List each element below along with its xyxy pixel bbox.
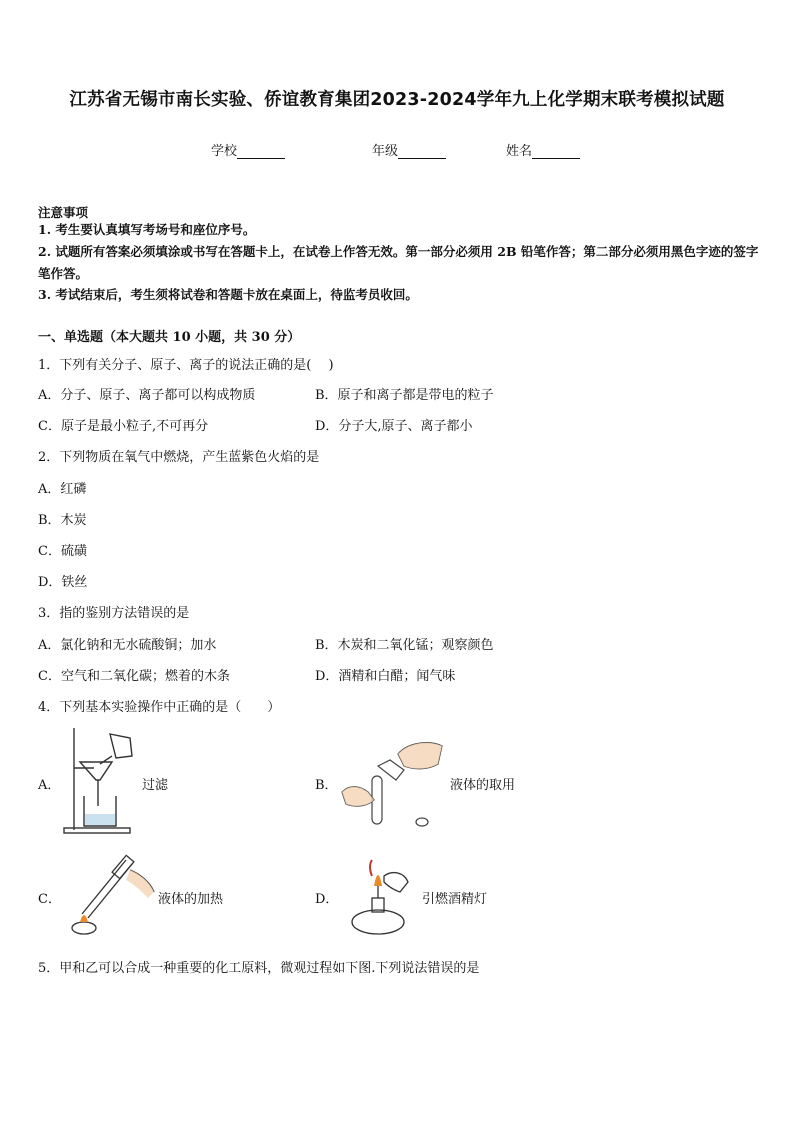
q4-option-b-caption: 液体的取用 [450, 778, 516, 793]
q2-option-b: B．木炭 [38, 513, 87, 528]
q2-option-c: C．硫磺 [38, 544, 87, 559]
q4-option-a-letter: A． [38, 778, 61, 793]
grade-blank [398, 144, 446, 159]
q2-option-d: D．铁丝 [38, 575, 88, 590]
q4-option-c-letter: C． [38, 892, 61, 907]
section-heading: 一、单选题（本大题共 10 小题，共 30 分） [38, 330, 301, 345]
q4-option-c-caption: 液体的加热 [158, 892, 224, 907]
note-3: 3. 考试结束后，考生须将试卷和答题卡放在桌面上，待监考员收回。 [38, 287, 418, 302]
school-field [211, 140, 285, 159]
grade-label: 年级 [372, 144, 399, 159]
grade-field [372, 140, 446, 159]
school-label: 学校 [211, 144, 238, 159]
notes-heading: 注意事项 [38, 205, 89, 220]
q2-stem: 2．下列物质在氧气中燃烧，产生蓝紫色火焰的是 [38, 450, 320, 465]
q3-option-c: C．空气和二氧化碳；燃着的木条 [38, 669, 230, 684]
q4-option-a-caption: 过滤 [142, 778, 169, 793]
note-2: 2. 试题所有答案必须填涂或书写在答题卡上，在试卷上作答无效。第一部分必须用 2B 铅笔作答；第二部分必须用黑色字迹的签字笔作答。 [38, 244, 759, 281]
name-field [506, 140, 580, 159]
q1-option-d: D．分子大,原子、离子都小 [315, 419, 473, 434]
school-blank [237, 144, 285, 159]
q4-option-d-caption: 引燃酒精灯 [422, 892, 488, 907]
q4-stem: 4．下列基本实验操作中正确的是（ ） [38, 700, 281, 715]
note-1: 1. 考生要认真填写考场号和座位序号。 [38, 222, 256, 237]
alcohol-lamp-icon [342, 856, 416, 940]
exam-title: 江苏省无锡市南长实验、侨谊教育集团2023-2024学年九上化学期末联考模拟试题 [69, 90, 725, 110]
q1-option-a: A．分子、原子、离子都可以构成物质 [38, 388, 256, 403]
q3-option-b: B．木炭和二氧化锰；观察颜色 [315, 638, 494, 653]
q1-option-c: C．原子是最小粒子,不可再分 [38, 419, 209, 434]
liquid-pouring-icon [338, 736, 450, 832]
q3-option-d: D．酒精和白醋；闻气味 [315, 669, 456, 684]
liquid-heating-icon [68, 852, 158, 936]
q1-stem: 1．下列有关分子、原子、离子的说法正确的是( ) [38, 358, 334, 373]
name-blank [532, 144, 580, 159]
q5-stem: 5．甲和乙可以合成一种重要的化工原料，微观过程如下图.下列说法错误的是 [38, 961, 480, 976]
name-label: 姓名 [506, 144, 533, 159]
q2-option-a: A．红磷 [38, 482, 87, 497]
q1-option-b: B．原子和离子都是带电的粒子 [315, 388, 494, 403]
q3-option-a: A．氯化钠和无水硫酸铜；加水 [38, 638, 217, 653]
q3-stem: 3．指的鉴别方法错误的是 [38, 606, 190, 621]
filtration-apparatus-icon [60, 724, 142, 836]
q4-option-d-letter: D． [315, 892, 339, 907]
q4-option-b-letter: B． [315, 778, 338, 793]
